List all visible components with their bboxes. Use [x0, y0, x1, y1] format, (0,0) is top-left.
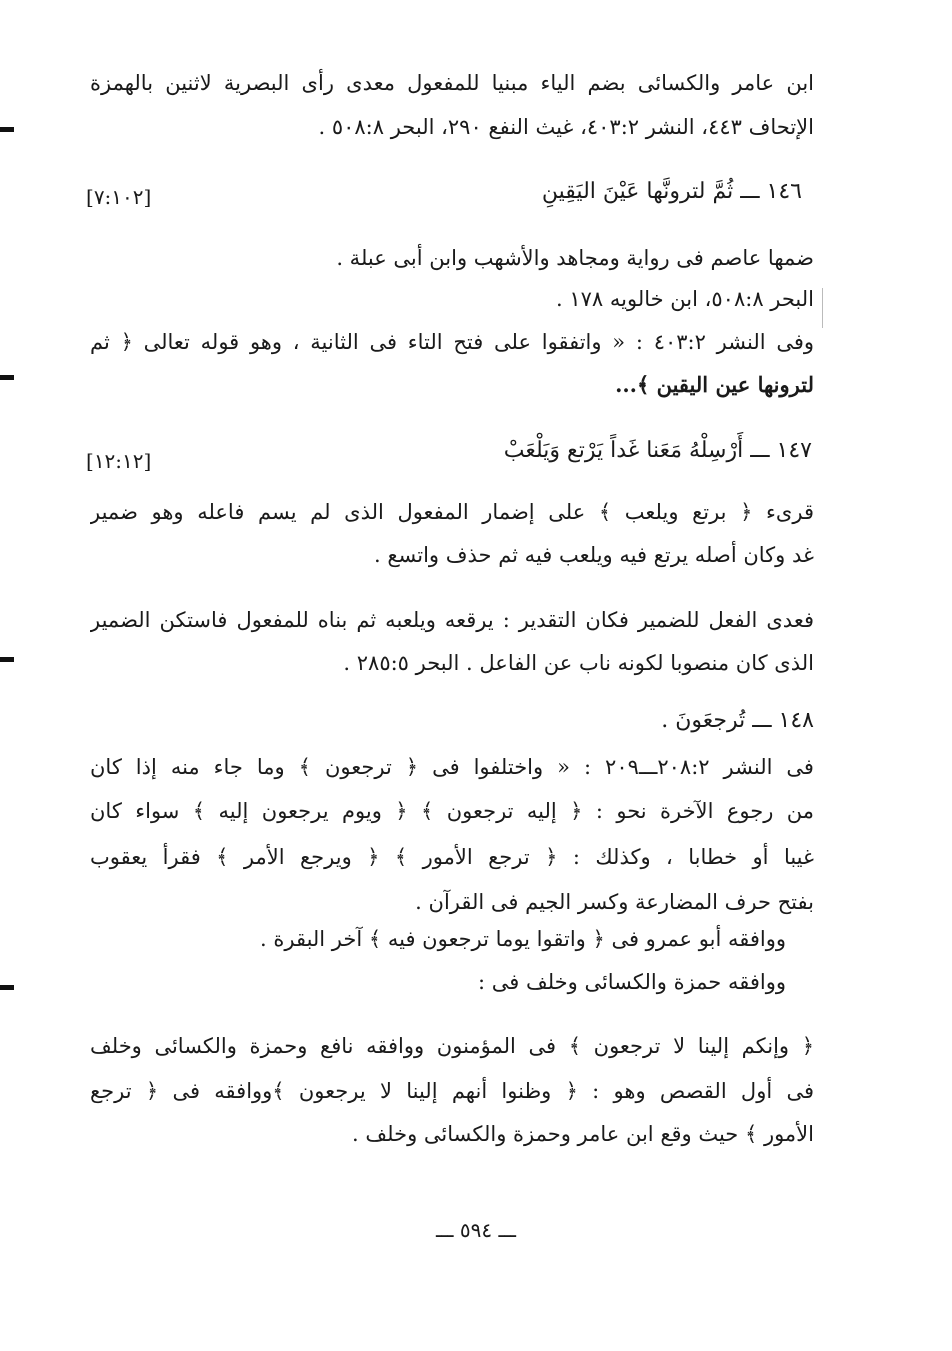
text-line: غيبا أو خطابا ، وكذلك : ﴿ ترجع الأمور ﴾ ﴿ ويرجع الأمر ﴾ فقرأ يعقوب [90, 845, 814, 869]
text-line: ضمها عاصم فى رواية ومجاهد والأشهب وابن أبى عبلة . [336, 246, 814, 270]
page-number: ـــ ٥٩٤ ـــ [435, 1218, 517, 1242]
verse-reference-146: [٧:١٠٢] [86, 185, 152, 209]
text-line: فى النشر ٢٠٨:٢ـــ٢٠٩ : « واختلفوا فى ﴿ ترجعون ﴾ وما جاء منه إذا كان [90, 755, 814, 779]
text-line: من رجوع الآخرة نحو : ﴿ إليه ترجعون ﴾ ﴿ ويوم يرجعون إليه ﴾ سواء كان [90, 799, 814, 823]
text-line: الإتحاف ٤٤٣، النشر ٤٠٣:٢، غيث النفع ٢٩٠، البحر ٥٠٨:٨ . [318, 115, 814, 139]
text-line: ووافقه أبو عمرو فى ﴿ واتقوا يوما ترجعون فيه ﴾ آخر البقرة . [260, 927, 786, 951]
entry-heading-146: ١٤٦ ـــ ثُمَّ لترونَّها عَيْنَ اليَقِينِ [541, 179, 802, 204]
text-line: الذى كان منصوبا لكونه ناب عن الفاعل . البحر ٢٨٥:٥ . [343, 651, 814, 675]
text-line: لترونها عين اليقين ﴾... [615, 372, 814, 397]
text-line: بفتح حرف المضارعة وكسر الجيم فى القرآن . [415, 890, 814, 914]
text-line: ﴿ وإنكم إلينا لا ترجعون ﴾ فى المؤمنون ووافقه نافع وحمزة والكسائى وخلف [90, 1034, 814, 1058]
margin-mark [0, 985, 14, 990]
margin-mark [0, 127, 14, 132]
text-line: وفى النشر ٤٠٣:٢ : « واتفقوا على فتح التاء فى الثانية ، وهو قوله تعالى ﴿ ثم [90, 330, 814, 354]
text-line: فى أول القصص وهو : ﴿ وظنوا أنهم إلينا لا يرجعون ﴾ووافقه فى ﴿ ترجع [90, 1079, 814, 1103]
text-line: ووافقه حمزة والكسائى وخلف فى : [477, 970, 786, 994]
entry-heading-147: ١٤٧ ـــ أَرْسِلْهُ مَعَنا غَداً يَرْتع وَيَلْعَبْ [503, 438, 812, 463]
text-line: غد وكان أصله يرتع فيه ويلعب فيه ثم حذف واتسع . [373, 543, 814, 567]
margin-mark [0, 657, 14, 662]
margin-mark [0, 375, 14, 380]
text-line: فعدى الفعل للضمير فكان التقدير : يرقعه ويلعبه ثم بناه للمفعول فاستكن الضمير [90, 608, 814, 632]
entry-heading-148: ١٤٨ ـــ تُرجعَونَ . [661, 708, 814, 733]
scan-artifact-line [822, 288, 823, 328]
text-line: قرىء ﴿ برتع ويلعب ﴾ على إضمار المفعول الذى لم يسم فاعله وهو ضمير [90, 500, 814, 524]
text-line: الأمور ﴾ حيث وقع ابن عامر وحمزة والكسائى وخلف . [352, 1122, 814, 1146]
text-line: ابن عامر والكسائى بضم الياء مبنيا للمفعول معدى رأى البصرية لاثنين بالهمزة [90, 71, 814, 95]
verse-reference-147: [١٢:١٢] [86, 449, 152, 473]
text-line: البحر ٥٠٨:٨، ابن خالويه ١٧٨ . [556, 287, 814, 311]
